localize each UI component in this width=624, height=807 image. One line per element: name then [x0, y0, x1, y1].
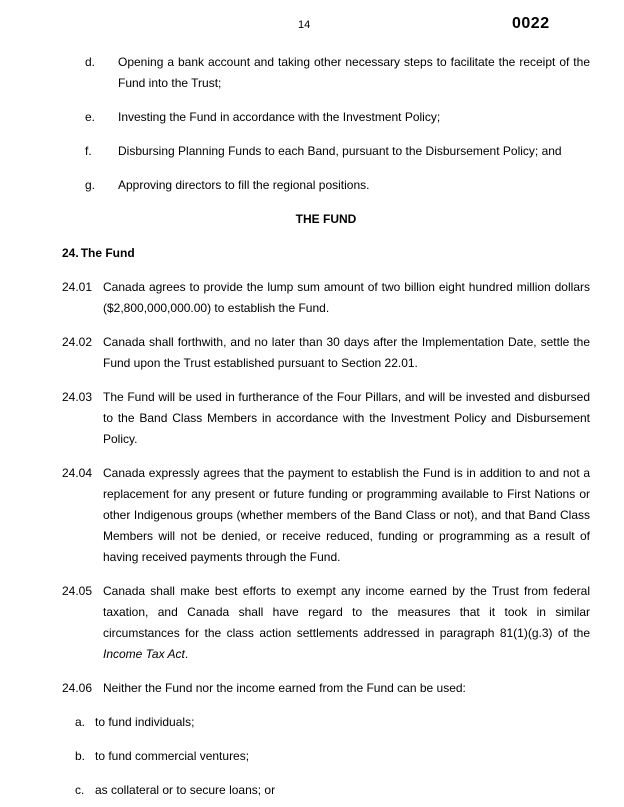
- clause-24-05: [62, 581, 590, 665]
- article-name: The Fund: [80, 246, 135, 260]
- list-marker: f.: [85, 144, 92, 158]
- clause-24-06: [62, 678, 590, 699]
- list-marker: e.: [85, 110, 96, 124]
- clause-number: 24.06: [62, 681, 93, 695]
- page-header: [0, 14, 624, 35]
- bates-stamp: 0022: [512, 15, 550, 32]
- clause-24-01: [62, 277, 590, 319]
- clause-24-03: [62, 387, 590, 450]
- sub-list-item-text: to fund individuals;: [95, 715, 195, 729]
- article-number: 24.: [62, 246, 79, 260]
- clause-24-02: [62, 332, 590, 374]
- article-title: [62, 243, 590, 264]
- section-heading: THE FUND: [295, 212, 357, 226]
- clause-number: 24.03: [62, 390, 93, 404]
- sub-list-marker: b.: [75, 749, 86, 763]
- clause-number: 24.05: [62, 584, 93, 598]
- list-item-g: [62, 175, 590, 196]
- page-number: 14: [298, 19, 311, 31]
- list-item-text: Disbursing Planning Funds to each Band, pursuant to the Disbursement Policy; and: [118, 144, 562, 158]
- sub-list-item-text: as collateral or to secure loans; or: [95, 783, 276, 797]
- statute-name-italic: Income Tax Act: [103, 647, 185, 661]
- list-item-text: Investing the Fund in accordance with the Investment Policy;: [118, 110, 441, 124]
- list-marker: g.: [85, 178, 96, 192]
- list-item-d: [62, 52, 590, 94]
- clause-text: Canada expressly agrees that the payment to establish the Fund is in addition to and not a replacement for any present or future funding or programming available to First Nations or other Indigenous groups (whether members of the Band Class or not), and that Band Class Members will not be denied, or receive reduced, funding or programming as a result of having received payments through the Fund.: [103, 466, 590, 564]
- clause-number: 24.02: [62, 335, 93, 349]
- sub-list-item-text: to fund commercial ventures;: [95, 749, 250, 763]
- clause-24-04: [62, 463, 590, 568]
- sub-list-marker: c.: [75, 783, 85, 797]
- clause-text-lead: Canada shall make best efforts to exempt any income earned by the Trust from federal taxation, and Canada shall have regard to the measures that it took in similar circumstances for the class action settlements addressed in paragraph 81(1)(g.3) of the: [103, 584, 590, 640]
- clause-number: 24.01: [62, 280, 93, 294]
- clause-text-tail: .: [184, 647, 189, 661]
- clause-text: Canada shall forthwith, and no later than 30 days after the Implementation Date, settle the Fund upon the Trust established pursuant to Section 22.01.: [103, 335, 590, 370]
- list-item-e: [62, 107, 590, 128]
- sub-list-marker: a.: [75, 715, 86, 729]
- document-body: [62, 52, 590, 807]
- clause-number: 24.04: [62, 466, 93, 480]
- sub-list-item-b: [62, 746, 590, 767]
- sub-list-item-c: [62, 780, 590, 801]
- sub-list-item-a: [62, 712, 590, 733]
- list-item-text: Approving directors to fill the regional positions.: [118, 178, 370, 192]
- list-marker: d.: [85, 55, 96, 69]
- clause-text: Canada agrees to provide the lump sum amount of two billion eight hundred million dollars ($2,800,000,000.00) to establish the Fund.: [103, 280, 590, 315]
- clause-text: [103, 581, 590, 665]
- clause-text: The Fund will be used in furtherance of the Four Pillars, and will be invested and disbursed to the Band Class Members in accordance with the Investment Policy and Disbursement Policy.: [103, 390, 590, 446]
- list-item-f: [62, 141, 590, 162]
- list-item-text: Opening a bank account and taking other necessary steps to facilitate the receipt of the Fund into the Trust;: [118, 55, 590, 90]
- clause-text: Neither the Fund nor the income earned from the Fund can be used:: [103, 681, 466, 695]
